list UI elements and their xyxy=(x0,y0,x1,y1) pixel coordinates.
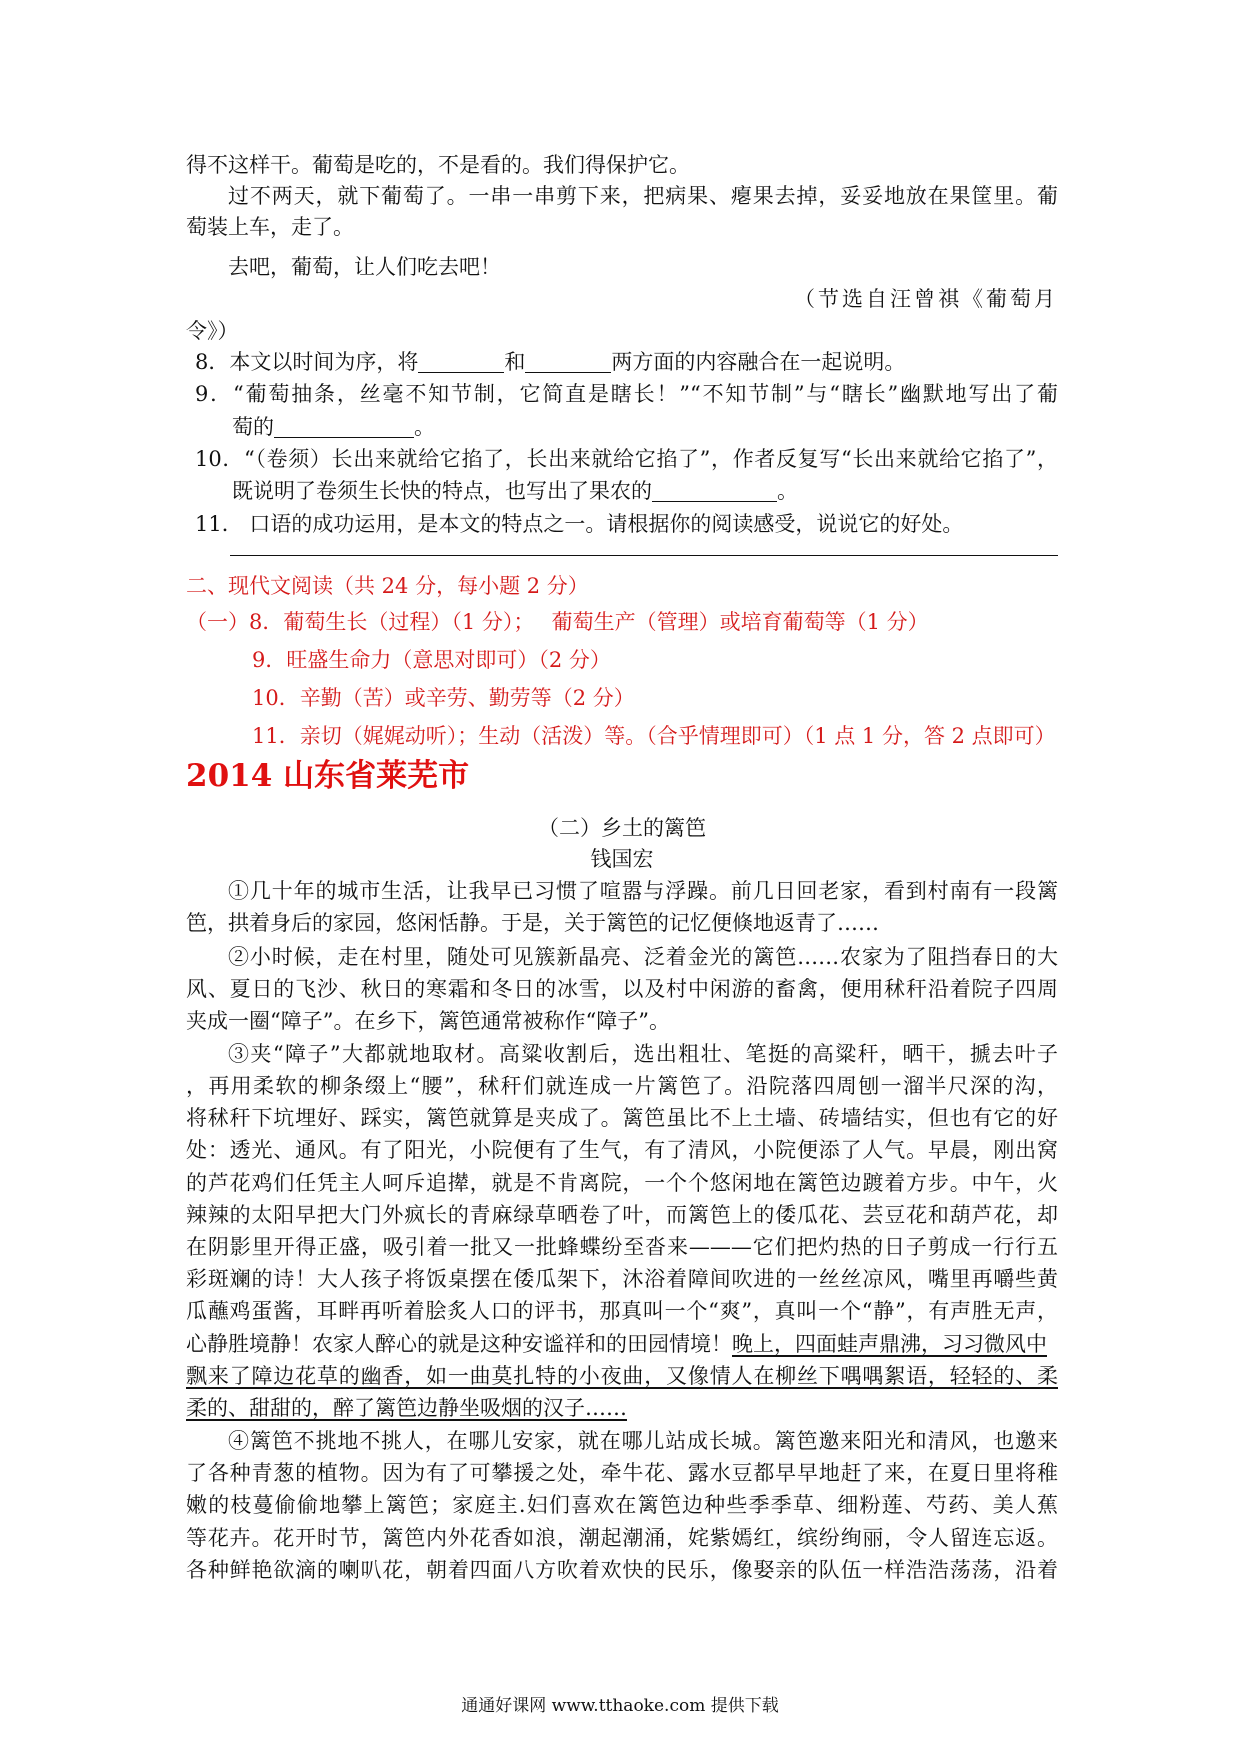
answer-9: 9．旺盛生命力（意思对即可）（2 分） xyxy=(252,648,611,672)
paragraph-line: 的芦花鸡们任凭主人呵斥追撵，就是不肯离院，一个个悠闲地在篱笆边踱着方步。中午，火 xyxy=(186,1171,1058,1195)
paragraph-line: ④篱笆不挑地不挑人，在哪儿安家，就在哪儿站成长城。篱笆邀来阳光和清风，也邀来 xyxy=(228,1429,1058,1453)
answer-blank[interactable] xyxy=(418,350,504,373)
paragraph-line: 辣辣的太阳早把大门外疯长的青麻绿草晒卷了叶，而篱笆上的倭瓜花、芸豆花和葫芦花，却 xyxy=(186,1203,1058,1227)
underlined-sentence: 飘来了障边花草的幽香，如一曲莫扎特的小夜曲，又像情人在柳丝下喁喁絮语，轻轻的、柔 xyxy=(186,1364,1058,1388)
paragraph-line: ③夹“障子”大都就地取材。高粱收割后，选出粗壮、笔挺的高粱秆，晒干，搋去叶子 xyxy=(228,1042,1058,1066)
paragraph-line: 心静胜境静！农家人醉心的就是这种安谧祥和的田园情境！晚上，四面蛙声鼎沸，习习微风中 xyxy=(186,1332,1047,1356)
paragraph-line: 瓜蘸鸡蛋酱，耳畔再听着脍炙人口的评书，那真叫一个“爽”，真叫一个“静”，有声胜无声， xyxy=(186,1299,1058,1323)
paragraph-line: ①几十年的城市生活，让我早已习惯了喧嚣与浮躁。前几日回老家，看到村南有一段篱 xyxy=(228,879,1058,903)
question-10-cont: 既说明了卷须生长快的特点，也写出了果农的 。 xyxy=(232,479,798,503)
page-footer: 通通好课网 www.tthaoke.com 提供下载 xyxy=(461,1696,779,1716)
passage-source: 令》） xyxy=(186,319,239,343)
paragraph-line: 笆，拱着身后的家园，悠闲恬静。于是，关于篱笆的记忆便倏地返青了…… xyxy=(186,911,879,935)
paragraph-line: 了各种青葱的植物。因为有了可攀援之处，牵牛花、露水豆都早早地赶了来，在夏日里将稚 xyxy=(186,1461,1058,1485)
article-author: 钱国宏 xyxy=(590,847,654,871)
question-9: 9．“葡萄抽条，丝毫不知节制，它简直是瞎长！”“不知节制”与“瞎长”幽默地写出了葡 xyxy=(195,382,1058,406)
answer-blank[interactable] xyxy=(274,415,414,438)
paragraph-line: 彩斑斓的诗！大人孩子将饭桌摆在倭瓜架下，沐浴着障间吹进的一丝丝凉风，嘴里再嚼些黄 xyxy=(186,1267,1058,1291)
question-8: 8．本文以时间为序，将 和 两方面的内容融合在一起说明。 xyxy=(195,350,906,374)
passage-line: 萄装上车，走了。 xyxy=(186,215,354,239)
answers-title: 二、现代文阅读（共 24 分，每小题 2 分） xyxy=(186,574,589,598)
question-9-cont: 萄的 。 xyxy=(232,415,435,439)
answer-11: 11．亲切（娓娓动听）；生动（活泼）等。（合乎情理即可）（1 点 1 分，答 2 点即可） xyxy=(252,724,1056,748)
answer-blank[interactable] xyxy=(652,479,777,502)
underlined-sentence: 柔的、甜甜的，醉了篱笆边静坐吸烟的汉子…… xyxy=(186,1396,627,1420)
paragraph-line: 在阴影里开得正盛，吸引着一批又一批蜂蝶纷至沓来———它们把灼热的日子剪成一行行五 xyxy=(186,1235,1058,1259)
paragraph-line: 处：透光、通风。有了阳光，小院便有了生气，有了清风，小院便添了人气。早晨，刚出窝 xyxy=(186,1138,1058,1162)
paragraph-line: 风、夏日的飞沙、秋日的寒霜和冬日的冰雪，以及村中闲游的畜禽，便用秫秆沿着院子四周 xyxy=(186,977,1058,1001)
section-heading: 2014 山东省莱芜市 xyxy=(186,758,470,794)
question-11: 11． 口语的成功运用，是本文的特点之一。请根据你的阅读感受，说说它的好处。 xyxy=(195,512,964,536)
passage-line: 过不两天，就下葡萄了。一串一串剪下来，把病果、瘪果去掉，妥妥地放在果筐里。葡 xyxy=(228,184,1058,208)
underlined-sentence: 晚上，四面蛙声鼎沸，习习微风中 xyxy=(732,1332,1047,1356)
question-10: 10．“（卷须）长出来就给它掐了，长出来就给它掐了”，作者反复写“长出来就给它掐了”， xyxy=(195,447,1058,471)
passage-line: 得不这样干。葡萄是吃的，不是看的。我们得保护它。 xyxy=(186,153,690,177)
paragraph-line: 等花卉。花开时节，篱笆内外花香如浪，潮起潮涌，姹紫嫣红，缤纷绚丽，令人留连忘返。 xyxy=(186,1526,1058,1550)
paragraph-line: ②小时候，走在村里，随处可见簇新晶亮、泛着金光的篱笆……农家为了阻挡春日的大 xyxy=(228,945,1058,969)
paragraph-line: 夹成一圈“障子”。在乡下，篱笆通常被称作“障子”。 xyxy=(186,1009,670,1033)
answer-10: 10．辛勤（苦）或辛劳、勤劳等（2 分） xyxy=(252,686,635,710)
article-title: （二）乡土的篱笆 xyxy=(538,816,706,840)
passage-line: 去吧，葡萄，让人们吃去吧！ xyxy=(228,255,501,279)
answer-blank[interactable] xyxy=(525,350,611,373)
paragraph-line: 各种鲜艳欲滴的喇叭花，朝着四面八方吹着欢快的民乐，像娶亲的队伍一样浩浩荡荡，沿着 xyxy=(186,1558,1058,1582)
paragraph-line: 嫩的枝蔓偷偷地攀上篱笆；家庭主.妇们喜欢在篱笆边种些季季草、细粉莲、芍药、美人蕉 xyxy=(186,1493,1058,1517)
passage-source: （节选自汪曾祺《葡萄月 xyxy=(794,287,1058,311)
paragraph-line: 将秫秆下坑埋好、踩实，篱笆就算是夹成了。篱笆虽比不上土墙、砖墙结实，但也有它的好 xyxy=(186,1106,1058,1130)
paragraph-line: ，再用柔软的柳条缀上“腰”，秫秆们就连成一片篱笆了。沿院落四周刨一溜半尺深的沟， xyxy=(186,1074,1058,1098)
answer-8: （一）8．葡萄生长（过程）（1 分）； 葡萄生产（管理）或培育葡萄等（1 分） xyxy=(186,610,929,634)
answer-line[interactable] xyxy=(230,555,1058,556)
